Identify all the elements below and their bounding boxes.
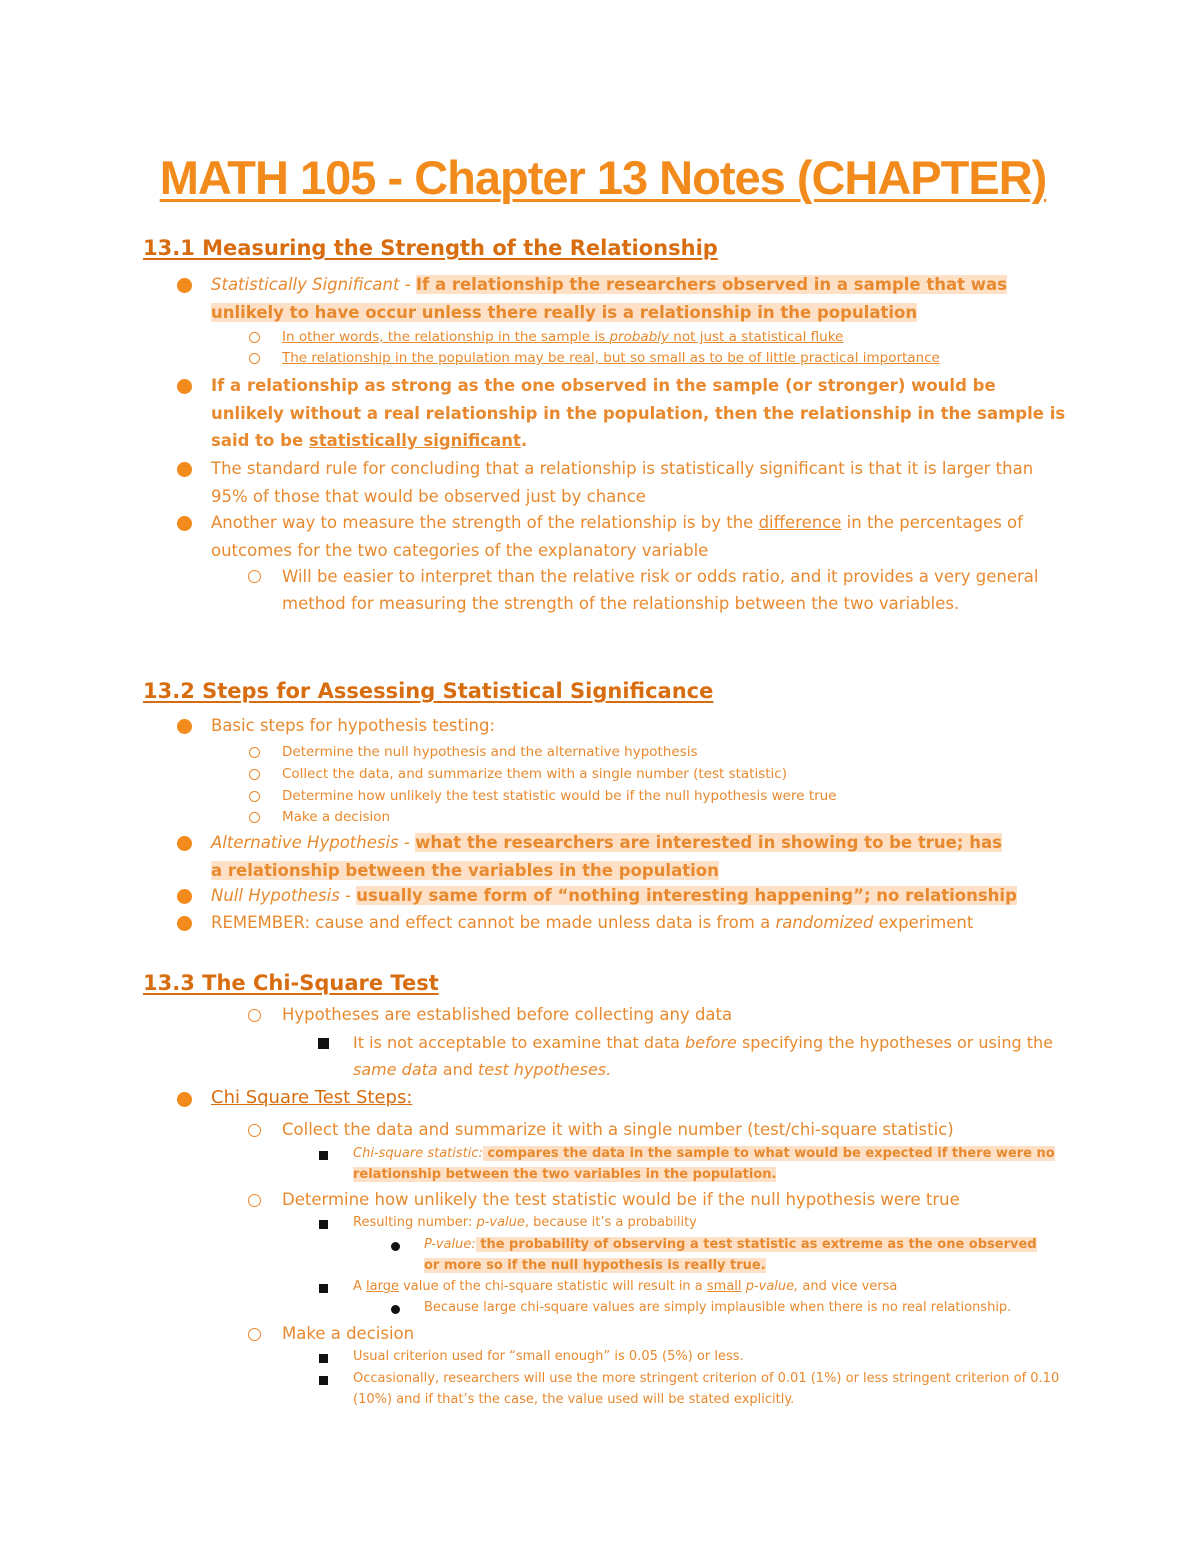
section-heading-13-3: 13.3 The Chi-Square Test bbox=[143, 971, 439, 995]
bullet-circle-icon bbox=[249, 769, 260, 780]
list-item: Hypotheses are established before collecting any data bbox=[282, 1005, 733, 1024]
list-item: Statistically Significant - If a relationship the researchers observed in a sample that was unlikely to have occur unless there really is a relationship in the population bbox=[211, 275, 1007, 322]
bullet-circle-icon bbox=[249, 747, 260, 758]
bullet-circle-icon bbox=[248, 1328, 261, 1341]
list-item: Collect the data, and summarize them with a single number (test statistic) bbox=[282, 766, 787, 782]
bullet-filled-icon bbox=[177, 516, 192, 531]
bullet-circle-icon bbox=[249, 332, 260, 343]
list-item: Basic steps for hypothesis testing: bbox=[211, 716, 496, 735]
bullet-square-icon bbox=[319, 1354, 328, 1363]
list-item: Determine how unlikely the test statistic would be if the null hypothesis were true bbox=[282, 1190, 960, 1209]
subheading-chi-square-steps: Chi Square Test Steps: bbox=[211, 1087, 413, 1108]
list-item: Because large chi-square values are simply implausible when there is no real relationship. bbox=[424, 1300, 1012, 1315]
bullet-dot-icon bbox=[391, 1242, 400, 1251]
list-item: If a relationship as strong as the one observed in the sample (or stronger) would be unlikely without a real relationship in the population, then the relationship in the sample is said to be statistically significant. bbox=[211, 376, 1066, 450]
bullet-filled-icon bbox=[177, 719, 192, 734]
bullet-square-icon bbox=[319, 1151, 328, 1160]
list-item: REMEMBER: cause and effect cannot be made unless data is from a randomized experiment bbox=[211, 913, 974, 932]
bullet-filled-icon bbox=[177, 1092, 192, 1107]
bullet-square-icon bbox=[319, 1376, 328, 1385]
list-item: The standard rule for concluding that a relationship is statistically significant is that it is larger than 95% of those that would be observed just by chance bbox=[211, 459, 1034, 506]
bullet-circle-icon bbox=[248, 1124, 261, 1137]
list-item: In other words, the relationship in the sample is probably not just a statistical fluke bbox=[282, 329, 844, 345]
bullet-filled-icon bbox=[177, 462, 192, 477]
bullet-circle-icon bbox=[249, 812, 260, 823]
list-item: Usual criterion used for “small enough” is 0.05 (5%) or less. bbox=[353, 1349, 744, 1364]
bullet-dot-icon bbox=[391, 1305, 400, 1314]
bullet-square-icon bbox=[319, 1220, 328, 1229]
list-item: Occasionally, researchers will use the more stringent criterion of 0.01 (1%) or less stringent criterion of 0.10 (10%) and if that’s the case, the value used will be stated explicitly. bbox=[353, 1371, 1060, 1407]
list-item: The relationship in the population may be real, but so small as to be of little practical importance bbox=[282, 350, 940, 366]
bullet-square-icon bbox=[318, 1038, 329, 1049]
section-heading-13-1: 13.1 Measuring the Strength of the Relationship bbox=[143, 236, 718, 260]
list-item: Alternative Hypothesis - what the researchers are interested in showing to be true; has a relationship between the variables in the population bbox=[211, 833, 1002, 880]
page-title: MATH 105 - Chapter 13 Notes (CHAPTER) bbox=[159, 151, 1047, 204]
list-item: Determine how unlikely the test statistic would be if the null hypothesis were true bbox=[282, 788, 837, 804]
bullet-circle-icon bbox=[248, 1194, 261, 1207]
bullet-filled-icon bbox=[177, 379, 192, 394]
list-item: Chi-square statistic: compares the data in the sample to what would be expected if there were no relationship between the two variables in the population. bbox=[353, 1146, 1055, 1182]
list-item: Collect the data and summarize it with a single number (test/chi-square statistic) bbox=[282, 1120, 954, 1139]
list-item: It is not acceptable to examine that data before specifying the hypotheses or using the same data and test hypotheses. bbox=[353, 1033, 1053, 1079]
list-item: P-value: the probability of observing a test statistic as extreme as the one observed or more so if the null hypothesis is really true. bbox=[424, 1237, 1037, 1273]
list-item: Will be easier to interpret than the relative risk or odds ratio, and it provides a very general method for measuring the strength of the relationship between the two variables. bbox=[282, 567, 1039, 613]
bullet-circle-icon bbox=[249, 791, 260, 802]
bullet-filled-icon bbox=[177, 889, 192, 904]
bullet-square-icon bbox=[319, 1284, 328, 1293]
list-item: Determine the null hypothesis and the alternative hypothesis bbox=[282, 744, 698, 760]
bullet-circle-icon bbox=[248, 1009, 261, 1022]
list-item: Resulting number: p-value, because it’s a probability bbox=[353, 1215, 697, 1230]
list-item: Make a decision bbox=[282, 1324, 415, 1343]
list-item: Make a decision bbox=[282, 809, 391, 825]
bullet-filled-icon bbox=[177, 836, 192, 851]
list-item: Null Hypothesis - usually same form of “nothing interesting happening”; no relationship bbox=[211, 886, 1017, 905]
section-heading-13-2: 13.2 Steps for Assessing Statistical Significance bbox=[143, 679, 714, 703]
bullet-circle-icon bbox=[248, 570, 261, 583]
bullet-filled-icon bbox=[177, 916, 192, 931]
bullet-circle-icon bbox=[249, 353, 260, 364]
list-item: Another way to measure the strength of the relationship is by the difference in the percentages of outcomes for the two categories of the explanatory variable bbox=[211, 513, 1023, 560]
bullet-filled-icon bbox=[177, 278, 192, 293]
list-item: A large value of the chi-square statistic will result in a small p-value, and vice versa bbox=[353, 1279, 898, 1294]
